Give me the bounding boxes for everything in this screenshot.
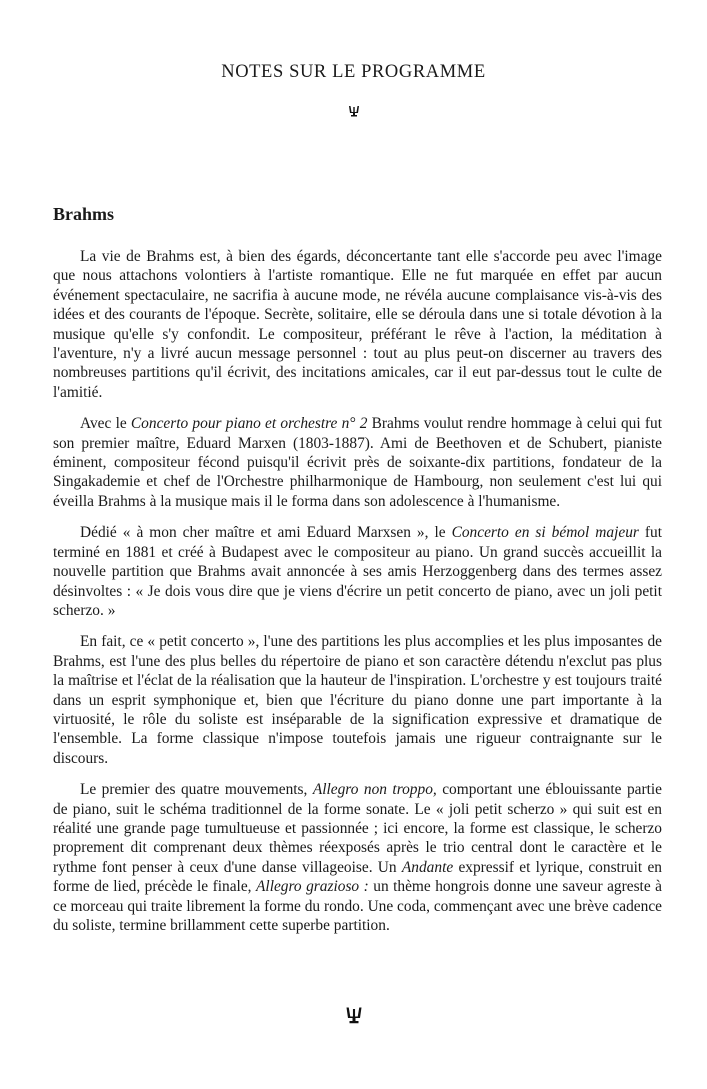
- text-run: fut terminé en 1881 et créé à Budapest avec le compositeur au piano. Un grand succès accueillit la nouvelle partition que Brahms avait annoncée à ses amis Herzoggenberg dans des termes assez désinvoltes : « Je dois vous dire que je viens d'écrire un petit concerto de piano, avec un joli petit scherzo. »: [53, 524, 662, 619]
- paragraph: [53, 247, 662, 402]
- text-run: Dédié « à mon cher maître et ami Eduard Marxsen », le: [80, 524, 452, 542]
- paragraph: [53, 414, 662, 511]
- text-run: comportant une éblouissante partie de piano, suit le schéma traditionnel de la forme sonate. Le « joli petit scherzo » qui suit est en réalité une grande page tumultueuse et passionnée ; ici encore, la forme est classique, le scherzo proprement dit comprenant deux thèmes réexposés après le trio central dont le caractère et le rythme font penser à ceux d'une danse villageoise. Un: [53, 781, 662, 876]
- italic-title: Allegro grazioso :: [256, 878, 369, 896]
- paragraph: [53, 780, 662, 935]
- text-run: expressif et lyrique, construit en forme de lied, précède le finale,: [53, 858, 663, 896]
- italic-title: Allegro non troppo,: [312, 781, 437, 799]
- text-run: Brahms voulut rendre hommage à celui qui fut son premier maître, Eduard Marxen (1803-1887). Ami de Beethoven et de Schubert, pianiste éminent, compositeur fécond puisqu'il écrivit près de soixante-dix partitions, fondateur de la Singakademie et chef de l'Orchestre philharmonique de Hambourg, non seulement c'est lui qui éveilla Brahms à la musique mais il le forma dans son adolescence à l'humanisme.: [53, 415, 662, 510]
- body-text: [53, 247, 662, 947]
- section-heading: Brahms: [53, 204, 115, 224]
- page-title: NOTES SUR LE PROGRAMME: [221, 62, 486, 82]
- lyre-icon: [345, 1006, 363, 1024]
- text-run: un thème hongrois donne une saveur agreste à ce morceau qui traite librement la forme du rondo. Une coda, commençant avec une brève cadence du soliste, termine brillamment cette superbe partition.: [53, 878, 662, 934]
- text-run: En fait, ce « petit concerto », l'une des partitions les plus accomplies et les plus imposantes de Brahms, est l'une des plus belles du répertoire de piano et son caractère détendu n'exclut pas plus la maîtrise et l'éclat de la réalisation que la hauteur de l'inspiration. L'orchestre y est toujours traité dans un esprit symphonique et, bien que l'écriture du piano donne une part importante à la virtuosité, le rôle du soliste est inséparable de la signification expressive et dramatique de l'ensemble. La forme classique n'impose toutefois jamais une rigueur contraignante sur le discours.: [53, 633, 662, 767]
- paragraph: [53, 632, 662, 768]
- italic-title: Andante: [401, 858, 454, 876]
- ornament-bottom: [0, 1006, 707, 1029]
- lyre-icon: [348, 105, 360, 117]
- text-run: Le premier des quatre mouvements,: [80, 781, 313, 799]
- ornament-top: [0, 104, 707, 122]
- text-run: Avec le: [80, 415, 131, 433]
- italic-title: Concerto en si bémol majeur: [451, 524, 639, 542]
- italic-title: Concerto pour piano et orchestre n° 2: [130, 415, 368, 433]
- text-run: La vie de Brahms est, à bien des égards, déconcertante tant elle s'accorde peu avec l'image que nous attachons volontiers à l'artiste romantique. Elle ne fut marquée en effet par aucun événement spectaculaire, ne sacrifia à aucune mode, ne révéla aucune complaisance vis-à-vis des idées et des courants de l'époque. Secrète, solitaire, elle se déroula dans une si totale dévotion à la musique qu'elle s'y confondit. Le compositeur, préférant le rêve à l'action, la méditation à l'aventure, n'y a livré aucun message personnel : tout au plus peut-on discerner au travers des nombreuses partitions qu'il écrivit, des incitations amicales, car il eut par-dessus tout le culte de l'amitié.: [53, 248, 662, 401]
- paragraph: [53, 523, 662, 620]
